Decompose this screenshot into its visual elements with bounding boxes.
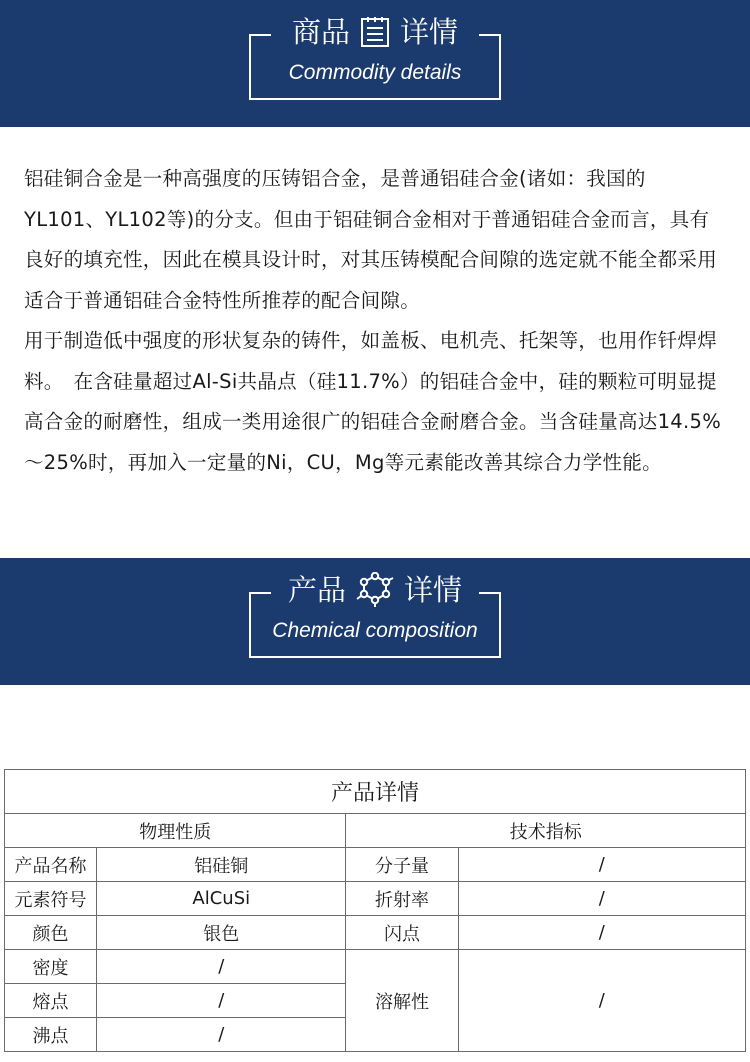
row-right-label: 分子量	[346, 848, 458, 882]
section-title-frame	[249, 15, 501, 100]
row-right-value: /	[458, 882, 745, 916]
row-label: 熔点	[5, 984, 97, 1018]
row-value: /	[97, 984, 346, 1018]
row-label: 密度	[5, 950, 97, 984]
title-zh-right: 详情	[400, 15, 459, 49]
product-description	[0, 127, 750, 558]
table-title: 产品详情	[5, 770, 746, 814]
commodity-details-banner	[0, 0, 750, 127]
section-title-frame	[249, 573, 501, 658]
solubility-label: 溶解性	[346, 950, 458, 1052]
row-label: 产品名称	[5, 848, 97, 882]
title-zh-left: 产品	[287, 573, 346, 607]
row-value: AlCuSi	[97, 882, 346, 916]
section-title-en: Chemical composition	[272, 619, 478, 642]
description-paragraph-2: 用于制造低中强度的形状复杂的铸件，如盖板、电机壳、托架等，也用作钎焊焊料。 在含硅量超过Al-Si共晶点（硅11.7%）的铝硅合金中，硅的颗粒可明显提高合金的耐磨性，组成一类用途很广的铝硅合金耐磨合金。当含硅量高达14.5%～25%时，再加入一定量的Ni，CU，Mg等元素能改善其综合力学性能。	[24, 329, 722, 474]
row-value: /	[97, 1018, 346, 1052]
row-value: 银色	[97, 916, 346, 950]
chemical-composition-banner	[0, 558, 750, 685]
row-value: /	[97, 950, 346, 984]
left-column-header: 物理性质	[5, 814, 346, 848]
row-right-label: 闪点	[346, 916, 458, 950]
row-right-value: /	[458, 848, 745, 882]
document-icon	[360, 16, 390, 48]
row-label: 沸点	[5, 1018, 97, 1052]
section-title-zh	[251, 14, 499, 50]
section-title-zh	[251, 572, 499, 608]
molecule-icon	[356, 572, 394, 608]
table-row	[5, 848, 746, 882]
row-right-label: 折射率	[346, 882, 458, 916]
title-zh-right: 详情	[404, 573, 463, 607]
row-label: 元素符号	[5, 882, 97, 916]
section-title-en: Commodity details	[288, 61, 462, 84]
solubility-value: /	[458, 950, 745, 1052]
row-value: 铝硅铜	[97, 848, 346, 882]
row-right-value: /	[458, 916, 745, 950]
right-column-header: 技术指标	[346, 814, 746, 848]
table-row	[5, 916, 746, 950]
description-paragraph-1: 铝硅铜合金是一种高强度的压铸铝合金，是普通铝硅合金(诸如：我国的YL101、YL102等)的分支。但由于铝硅铜合金相对于普通铝硅合金而言，具有良好的填充性，因此在模具设计时，对其压铸模配合间隙的选定就不能全都采用适合于普通铝硅合金特性所推荐的配合间隙。	[24, 167, 718, 312]
table-row	[5, 882, 746, 916]
row-label: 颜色	[5, 916, 97, 950]
title-zh-left: 商品	[291, 15, 350, 49]
table-row	[5, 950, 746, 984]
product-details-table	[4, 769, 746, 1052]
